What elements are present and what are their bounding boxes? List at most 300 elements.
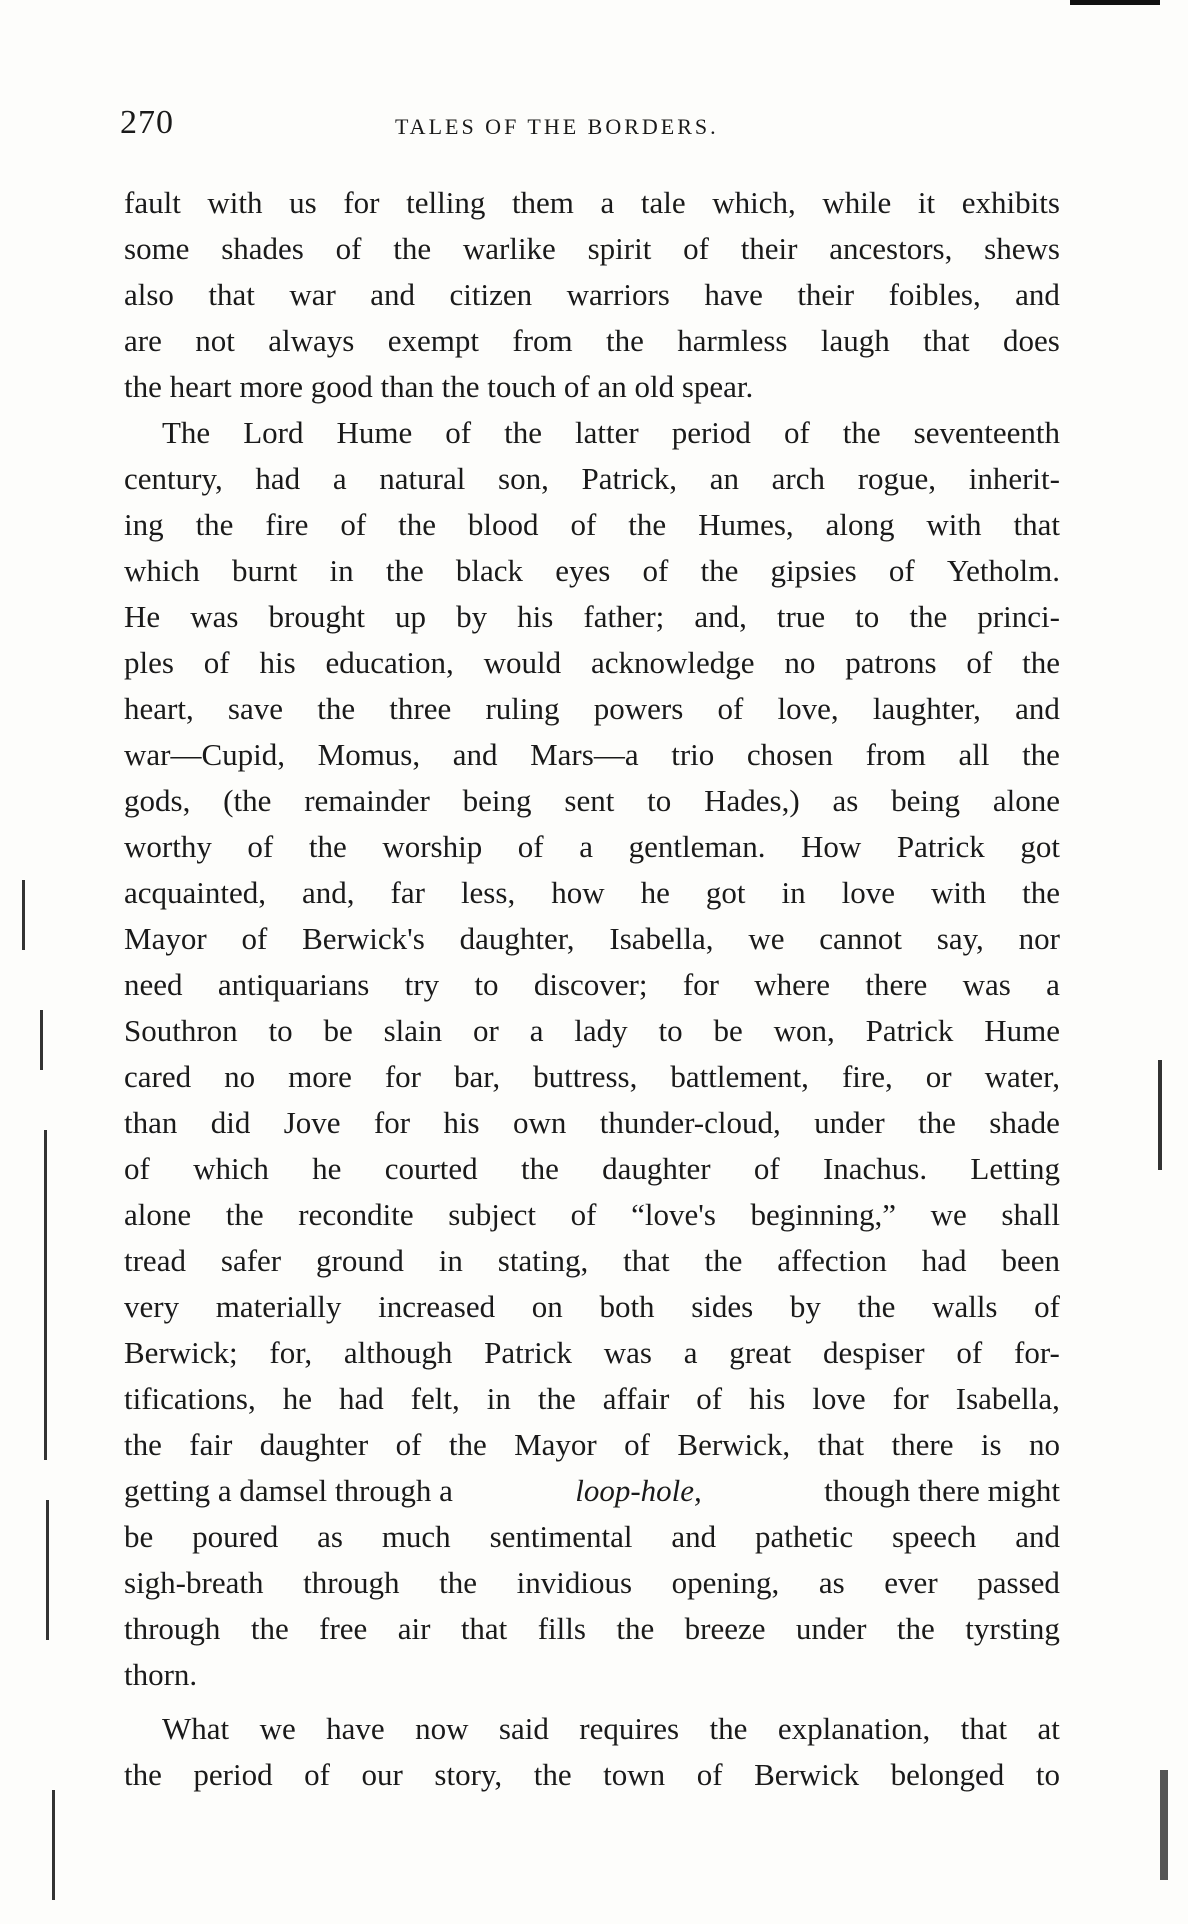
word: under xyxy=(814,1105,885,1140)
word: them xyxy=(511,185,574,220)
word: our xyxy=(361,1757,403,1792)
word: a xyxy=(683,1335,698,1370)
word: no xyxy=(224,1059,256,1094)
text-line xyxy=(124,1054,1060,1100)
word: town xyxy=(603,1757,666,1792)
word: of xyxy=(517,829,544,864)
word: black xyxy=(455,553,524,588)
word: both xyxy=(599,1289,655,1324)
word: the xyxy=(1022,737,1060,772)
word: his xyxy=(259,645,296,680)
word: of xyxy=(888,553,915,588)
word: fire xyxy=(265,507,309,542)
word: not xyxy=(195,323,235,358)
word: to xyxy=(1035,1757,1060,1792)
word: of xyxy=(247,829,274,864)
word: Patrick, xyxy=(581,461,678,496)
word: and, xyxy=(694,599,747,634)
text-line xyxy=(124,548,1060,594)
word: for xyxy=(373,1105,411,1140)
word: buttress, xyxy=(533,1059,638,1094)
word: to xyxy=(647,783,672,818)
word: shall xyxy=(1001,1197,1060,1232)
word: while xyxy=(822,185,892,220)
word: of xyxy=(1034,1289,1060,1324)
word: try xyxy=(404,967,440,1002)
word: which xyxy=(193,1151,269,1186)
word: the xyxy=(250,1611,289,1646)
word: Momus, xyxy=(317,737,421,772)
word: natural xyxy=(379,461,466,496)
word: an xyxy=(709,461,739,496)
word: war xyxy=(289,277,336,312)
word: and xyxy=(1015,277,1060,312)
word: to xyxy=(268,1013,293,1048)
text-line xyxy=(124,1100,1060,1146)
word: fair xyxy=(189,1427,233,1462)
word: son, xyxy=(498,461,549,496)
word: stating, xyxy=(497,1243,589,1278)
word: very xyxy=(124,1289,180,1324)
word: and xyxy=(671,1519,717,1554)
word: the xyxy=(225,1197,264,1232)
word: Patrick xyxy=(484,1335,572,1370)
word: which xyxy=(124,553,200,588)
text-line xyxy=(124,1008,1060,1054)
word: of xyxy=(717,691,744,726)
word: water, xyxy=(984,1059,1060,1094)
word: century, xyxy=(124,461,223,496)
word: he xyxy=(282,1381,312,1416)
word: exempt xyxy=(387,323,479,358)
word: the xyxy=(533,1757,572,1792)
word: period xyxy=(193,1757,273,1792)
word: to xyxy=(474,967,499,1002)
text-line xyxy=(124,1376,1060,1422)
word: foibles, xyxy=(888,277,981,312)
word: subject xyxy=(448,1197,537,1232)
word: and, xyxy=(302,875,355,910)
word: through xyxy=(303,1565,400,1600)
word: cannot xyxy=(819,921,902,956)
word: a xyxy=(579,829,593,864)
word: of xyxy=(241,921,268,956)
word: period xyxy=(671,415,751,450)
word: that xyxy=(1013,507,1060,542)
word: the xyxy=(317,691,356,726)
text-line xyxy=(124,962,1060,1008)
word: seventeenth xyxy=(913,415,1060,450)
word: much xyxy=(381,1519,451,1554)
word: where xyxy=(754,967,831,1002)
text-line xyxy=(124,1330,1060,1376)
word: safer xyxy=(220,1243,282,1278)
word: as xyxy=(317,1519,343,1554)
scan-edge-mark xyxy=(52,1790,55,1900)
word: laughter, xyxy=(872,691,981,726)
word: daughter, xyxy=(459,921,575,956)
scan-edge-mark xyxy=(22,880,25,950)
word: it xyxy=(917,185,936,220)
text-line xyxy=(124,456,1060,502)
word: love, xyxy=(777,691,839,726)
word: warlike xyxy=(462,231,556,266)
word: of xyxy=(124,1151,150,1186)
word: rogue, xyxy=(857,461,937,496)
word: eyes xyxy=(555,553,611,588)
word: Berwick; xyxy=(124,1335,238,1370)
word: laugh xyxy=(820,323,890,358)
word: was xyxy=(603,1335,652,1370)
word: for xyxy=(892,1381,929,1416)
word: nor xyxy=(1018,921,1060,956)
word: that xyxy=(817,1427,865,1462)
word: worship xyxy=(382,829,483,864)
word: patrons xyxy=(845,645,937,680)
page-number: 270 xyxy=(120,104,174,141)
word: courted xyxy=(384,1151,478,1186)
word: Southron xyxy=(124,1013,238,1048)
text-line xyxy=(124,226,1060,272)
word: inherit- xyxy=(968,461,1060,496)
word: the xyxy=(606,323,644,358)
word: the xyxy=(439,1565,477,1600)
word: or xyxy=(925,1059,952,1094)
text-line xyxy=(124,824,1060,870)
page-header xyxy=(120,104,1060,154)
word: being xyxy=(462,783,532,818)
word: alone xyxy=(992,783,1060,818)
word: he xyxy=(312,1151,342,1186)
word: got xyxy=(705,875,746,910)
word: gods, xyxy=(124,783,191,818)
word: princi- xyxy=(977,599,1060,634)
word: of xyxy=(445,415,472,450)
word: got xyxy=(1020,829,1060,864)
word: fault xyxy=(124,185,181,220)
word: blood xyxy=(467,507,539,542)
word: Yetholm. xyxy=(946,553,1060,588)
word: some xyxy=(124,231,190,266)
word: the xyxy=(393,231,432,266)
word: of xyxy=(570,1197,597,1232)
word: the xyxy=(124,1427,162,1462)
word: be xyxy=(713,1013,743,1048)
word: to xyxy=(855,599,880,634)
word: spirit xyxy=(587,231,652,266)
word: for, xyxy=(269,1335,313,1370)
word: shades xyxy=(221,231,304,266)
word: poured xyxy=(192,1519,279,1554)
text-segment: though there might xyxy=(824,1473,1060,1508)
word: which, xyxy=(712,185,796,220)
word: the xyxy=(896,1611,935,1646)
word: in xyxy=(329,553,354,588)
text-line xyxy=(124,1422,1060,1468)
word: that xyxy=(960,1711,1008,1746)
word: in xyxy=(438,1243,463,1278)
word: is xyxy=(980,1427,1002,1462)
word: did xyxy=(210,1105,251,1140)
word: of xyxy=(304,1757,330,1792)
word: that xyxy=(208,277,255,312)
word: Berwick xyxy=(754,1757,860,1792)
text-line xyxy=(124,1606,1060,1652)
word: by xyxy=(456,599,488,634)
word: sigh-breath xyxy=(124,1565,264,1600)
word: (the xyxy=(223,783,272,818)
word: alone xyxy=(124,1197,192,1232)
word: The xyxy=(162,415,211,450)
word: although xyxy=(343,1335,453,1370)
text-line xyxy=(124,1192,1060,1238)
word: tifications, xyxy=(124,1381,256,1416)
word: chosen xyxy=(746,737,833,772)
word: the xyxy=(918,1105,956,1140)
word: was xyxy=(190,599,239,634)
word: of xyxy=(956,1335,983,1370)
text-line-with-italic xyxy=(124,1468,1060,1514)
text-line xyxy=(124,1752,1060,1798)
word: cared xyxy=(124,1059,192,1094)
word: for xyxy=(384,1059,422,1094)
word: ples xyxy=(124,645,174,680)
text-line: thorn. xyxy=(124,1657,198,1692)
word: bar, xyxy=(454,1059,501,1094)
word: opening, xyxy=(671,1565,780,1600)
word: Lord xyxy=(243,415,304,450)
word: the xyxy=(1022,645,1060,680)
word: affair xyxy=(602,1381,670,1416)
word: sent xyxy=(564,783,615,818)
word: belonged xyxy=(890,1757,1005,1792)
word: he xyxy=(640,875,670,910)
text-line xyxy=(124,916,1060,962)
word: save xyxy=(227,691,284,726)
word: of xyxy=(395,1427,422,1462)
word: the xyxy=(842,415,881,450)
word: Isabella, xyxy=(955,1381,1060,1416)
word: materially xyxy=(215,1289,342,1324)
word: great xyxy=(729,1335,792,1370)
word: exhibits xyxy=(961,185,1060,220)
word: Isabella, xyxy=(609,921,714,956)
word: citizen xyxy=(449,277,533,312)
word: latter xyxy=(575,415,639,450)
text-line xyxy=(124,502,1060,548)
word: air xyxy=(397,1611,431,1646)
word: the xyxy=(504,415,542,450)
word: Berwick, xyxy=(677,1427,791,1462)
word: we xyxy=(930,1197,967,1232)
word: the xyxy=(704,1243,743,1278)
text-line xyxy=(124,778,1060,824)
word: story, xyxy=(434,1757,503,1792)
word: thunder-cloud, xyxy=(599,1105,781,1140)
running-title: TALES OF THE BORDERS. xyxy=(395,114,719,139)
word: own xyxy=(512,1105,567,1140)
word: that xyxy=(923,323,970,358)
word: or xyxy=(473,1013,499,1048)
word: a xyxy=(529,1013,544,1048)
word: the xyxy=(857,1289,896,1324)
text-line: the heart more good than the touch of an old spear. xyxy=(124,369,754,404)
word: three xyxy=(389,691,452,726)
word: of xyxy=(753,1151,780,1186)
word: by xyxy=(789,1289,821,1324)
word: with xyxy=(207,185,263,220)
word: had xyxy=(921,1243,967,1278)
word: there xyxy=(891,1427,954,1462)
word: Hume xyxy=(336,415,413,450)
word: their xyxy=(740,231,798,266)
word: Patrick xyxy=(896,829,985,864)
word: gentleman. xyxy=(628,829,766,864)
word: sentimental xyxy=(489,1519,633,1554)
word: lady xyxy=(574,1013,628,1048)
word: how xyxy=(551,875,605,910)
text-line xyxy=(124,686,1060,732)
word: He xyxy=(124,599,161,634)
word: being xyxy=(891,783,960,818)
word: the xyxy=(448,1427,487,1462)
word: Hume xyxy=(984,1013,1060,1048)
word: a xyxy=(600,185,615,220)
word: of xyxy=(340,507,367,542)
word: does xyxy=(1003,323,1060,358)
word: worthy xyxy=(124,829,212,864)
word: the xyxy=(385,553,424,588)
word: Patrick xyxy=(865,1013,954,1048)
word: also xyxy=(124,277,174,312)
word: shews xyxy=(984,231,1060,266)
word: no xyxy=(784,645,816,680)
word: in xyxy=(781,875,806,910)
word: that xyxy=(623,1243,670,1278)
word: ruling xyxy=(485,691,560,726)
word: love xyxy=(812,1381,866,1416)
word: of xyxy=(203,645,230,680)
word: the xyxy=(628,507,667,542)
word: ever xyxy=(884,1565,938,1600)
word: shade xyxy=(989,1105,1060,1140)
text-line xyxy=(124,1706,1060,1752)
word: Inachus. xyxy=(822,1151,928,1186)
word: us xyxy=(289,185,317,220)
word: warriors xyxy=(566,277,670,312)
word: daughter xyxy=(602,1151,711,1186)
word: education, xyxy=(325,645,454,680)
word: Berwick's xyxy=(302,921,425,956)
word: of xyxy=(642,553,669,588)
word: and xyxy=(370,277,416,312)
word: said xyxy=(498,1711,549,1746)
word: trio xyxy=(671,737,715,772)
word: love xyxy=(841,875,895,910)
text-line xyxy=(124,410,1060,456)
word: “love's xyxy=(631,1197,716,1232)
word: Letting xyxy=(970,1151,1060,1186)
word: felt, xyxy=(410,1381,460,1416)
word: acknowledge xyxy=(591,645,755,680)
word: beginning,” xyxy=(750,1197,897,1232)
word: Mars—a xyxy=(530,737,639,772)
word: from xyxy=(512,323,573,358)
word: and xyxy=(452,737,498,772)
word: the xyxy=(124,1757,162,1792)
word: at xyxy=(1037,1711,1060,1746)
word: than xyxy=(124,1105,178,1140)
text-line xyxy=(124,180,1060,226)
scan-edge-mark xyxy=(1158,1060,1162,1170)
word: true xyxy=(776,599,826,634)
word: brought xyxy=(268,599,365,634)
word: invidious xyxy=(516,1565,633,1600)
word: the xyxy=(1022,875,1060,910)
word: powers xyxy=(593,691,684,726)
word: remainder xyxy=(304,783,430,818)
word: as xyxy=(818,1565,845,1600)
word: What xyxy=(162,1711,230,1746)
word: of xyxy=(335,231,362,266)
word: their xyxy=(797,277,855,312)
word: of xyxy=(783,415,810,450)
word: the xyxy=(195,507,234,542)
word: of xyxy=(696,1381,723,1416)
scan-edge-mark xyxy=(1160,1770,1168,1880)
scan-edge-mark xyxy=(40,1010,43,1070)
word: father; xyxy=(583,599,665,634)
word: on xyxy=(531,1289,563,1324)
word: sides xyxy=(691,1289,754,1324)
word: recondite xyxy=(298,1197,414,1232)
scan-edge-mark xyxy=(46,1500,49,1640)
word: gipsies xyxy=(770,553,857,588)
text-line xyxy=(124,732,1060,778)
word: requires xyxy=(579,1711,680,1746)
word: say, xyxy=(936,921,984,956)
text-line xyxy=(124,1238,1060,1284)
word: passed xyxy=(977,1565,1060,1600)
word: tale xyxy=(640,185,686,220)
word: as xyxy=(832,783,859,818)
word: for xyxy=(343,185,380,220)
word: have xyxy=(326,1711,385,1746)
word: ground xyxy=(316,1243,404,1278)
text-line xyxy=(124,870,1060,916)
word: his xyxy=(443,1105,480,1140)
text-line xyxy=(124,594,1060,640)
text-line xyxy=(124,1514,1060,1560)
word: ing xyxy=(124,507,164,542)
word: battlement, xyxy=(670,1059,809,1094)
word: discover; xyxy=(533,967,648,1002)
word: of xyxy=(683,231,709,266)
word: pathetic xyxy=(754,1519,854,1554)
word: for xyxy=(682,967,719,1002)
word: that xyxy=(460,1611,508,1646)
word: Jove xyxy=(283,1105,341,1140)
word: slain xyxy=(383,1013,443,1048)
body-text xyxy=(124,180,1060,1798)
word: Mayor xyxy=(514,1427,597,1462)
word: tread xyxy=(124,1243,186,1278)
word: breeze xyxy=(684,1611,766,1646)
word: fills xyxy=(537,1611,586,1646)
word: a xyxy=(332,461,347,496)
word: far xyxy=(390,875,425,910)
word: walls xyxy=(932,1289,998,1324)
